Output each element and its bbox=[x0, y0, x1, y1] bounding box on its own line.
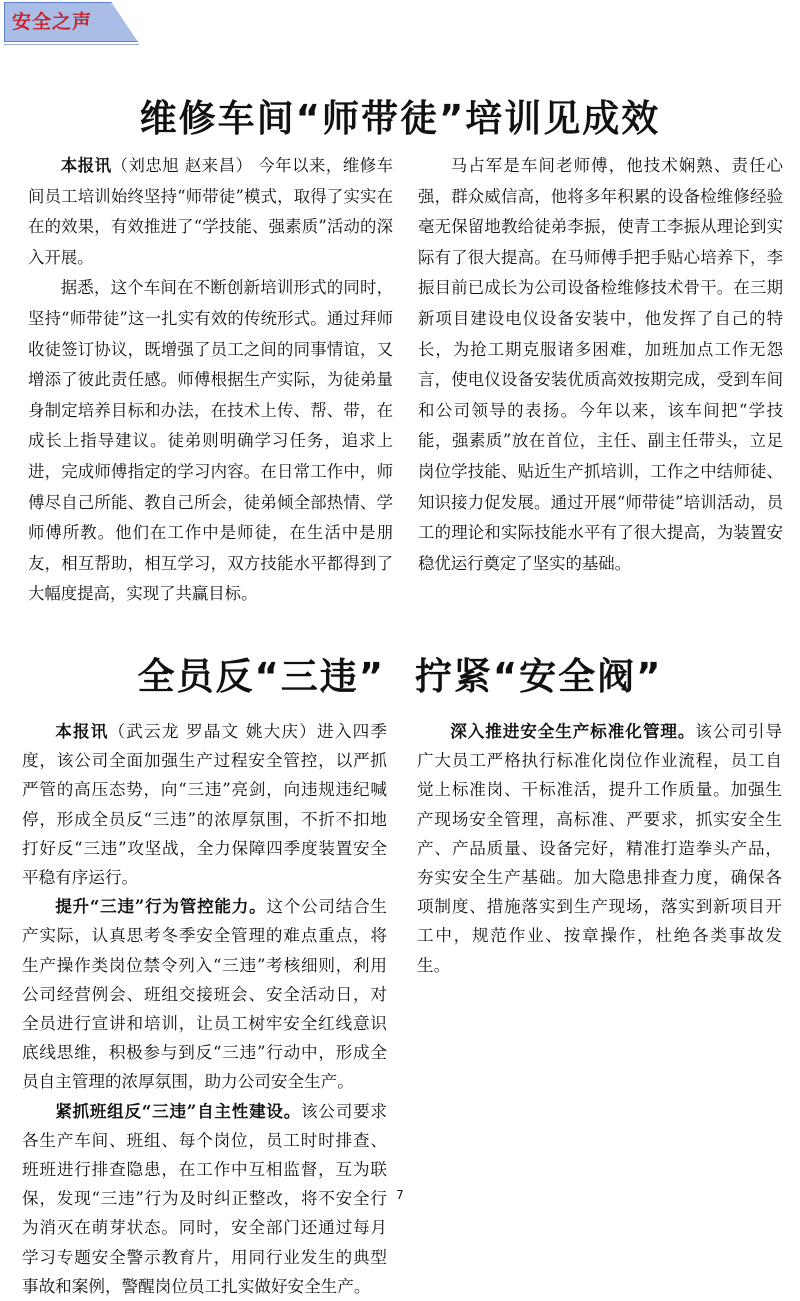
article2-section-3 bbox=[417, 717, 782, 980]
article2-section-3-heading: 深入推进安全生产标准化管理。 bbox=[450, 721, 696, 741]
article2-intro bbox=[22, 717, 387, 892]
article2-intro-text: （武云龙 罗晶文 姚大庆）进入四季度，该公司全面加强生产过程安全管控，以严抓严管的高压态势，向“三违”亮剑，向违规违纪喊停，形成全员反“三违”的浓厚氛围，不折不扣地打好反“三违”攻坚战，全力保障四季度装置安全平稳有序运行。 bbox=[22, 722, 387, 888]
article2-column-right bbox=[417, 717, 782, 980]
article2-title: 全员反“三违” 拧紧“安全阀” bbox=[137, 655, 663, 698]
article1-lead-tag: 本报讯 bbox=[60, 156, 112, 175]
article1-paragraph-2: 据悉，这个车间在不断创新培训形式的同时，坚持“师带徒”这一扎实有效的传统形式。通过拜师收徒签订协议，既增强了员工之间的同事情谊，又增添了彼此责任感。师傅根据生产实际，为徒弟量身制定培养目标和办法，在技术上传、帮、带，在成长上指导建议。徒弟则明确学习任务，追求上进，完成师傅指定的学习内容。在日常工作中，师傅尽自己所能、教自己所会，徒弟倾全部热情、学师傅所教。他们在工作中是师徒，在生活中是朋友，相互帮助，相互学习，双方技能水平都得到了大幅度提高，实现了共赢目标。 bbox=[28, 278, 393, 604]
article1-title: 维修车间“师带徒”培训见成效 bbox=[139, 97, 661, 140]
article2-section-2-text: 该公司要求各生产车间、班组、每个岗位，员工时时排查、班班进行排查隐患，在工作中互相监督，互为联保，发现“三违”行为及时纠正整改，将不安全行为消灭在萌芽状态。同时，安全部门还通过每月学习专题安全警示教育片，用同行业发生的典型事故和案例，警醒岗位员工扎实做好安全生产。 bbox=[22, 1101, 388, 1296]
article1-column-right bbox=[418, 151, 783, 579]
article2-section-1-heading: 提升“三违”行为管控能力。 bbox=[55, 896, 267, 917]
section-tab-label: 安全之声 bbox=[12, 11, 93, 33]
article1-paragraph-1-text: （刘忠旭 赵来昌） 今年以来，维修车间员工培训始终坚持“师带徒”模式，取得了实实在在的效果，有效推进了“学技能、强素质”活动的深入开展。 bbox=[28, 156, 394, 267]
article2-lead-tag: 本报讯 bbox=[55, 721, 109, 741]
article2-section-1 bbox=[22, 892, 387, 1096]
article1-paragraph-1 bbox=[28, 151, 393, 273]
article2-section-1-text: 这个公司结合生产实际，认真思考冬季安全管理的难点重点，将生产操作类岗位禁令列入“三违”考核细则，利用公司经营例会、班组交接班会、安全活动日，对全员进行宣讲和培训，让员工树牢安全红线意识底线思维，积极参与到反“三违”行动中，形成全员自主管理的浓厚氛围，助力公司安全生产。 bbox=[22, 897, 388, 1092]
article2-section-2-heading: 紧抓班组反“三违”自主性建设。 bbox=[55, 1100, 302, 1121]
article1-paragraph-3: 马占军是车间老师傅，他技术娴熟、责任心强，群众威信高，他将多年积累的设备检维修经验毫无保留地教给徒弟李振，使青工李振从理论到实际有了很大提高。在马师傅手把手贴心培养下，李振目前已成长为公司设备检维修技术骨干。在三期新项目建设电仪设备安装中，他发挥了自己的特长，为抢工期克服诸多困难，加班加点工作无怨言，使电仪设备安装优质高效按期完成，受到车间和公司领导的表扬。今年以来，该车间把“学技能，强素质”放在首位，主任、副主任带头，立足岗位学技能、贴近生产抓培训，工作之中结师徒、知识接力促发展。通过开展“师带徒”培训活动，员工的理论和实际技能水平有了很大提高，为装置安稳优运行奠定了坚实的基础。 bbox=[418, 156, 783, 573]
article1-column-left bbox=[28, 151, 393, 610]
article2-column-left bbox=[22, 717, 387, 1301]
page-number: 7 bbox=[396, 1188, 404, 1202]
section-tab-rule bbox=[4, 44, 139, 45]
article2-section-3-text: 该公司引导广大员工严格执行标准化岗位作业流程，员工自觉上标准岗、干标准活，提升工作质量。加强生产现场安全管理，高标准、严要求，抓实安全生产、产品质量、设备完好，精准打造拳头产品，夯实安全生产基础。加大隐患排查力度，确保各项制度、措施落实到生产现场，落实到新项目开工中，规范作业、按章操作，杜绝各类事故发生。 bbox=[417, 722, 783, 975]
